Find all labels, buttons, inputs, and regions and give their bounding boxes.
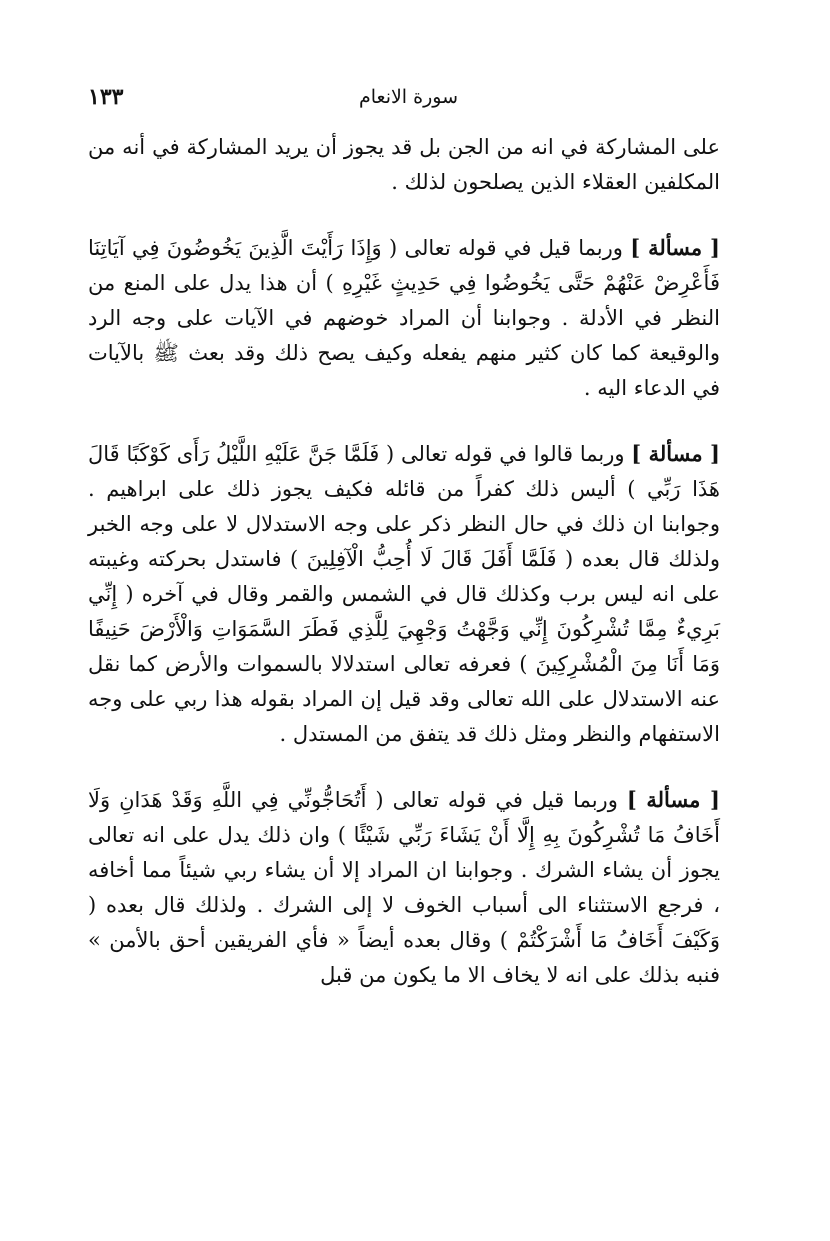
- masala-label: [ مسألة ]: [626, 787, 720, 812]
- masala-label: [ مسألة ]: [630, 235, 720, 260]
- paragraph-2: [88, 230, 720, 406]
- page-number: ١٣٣: [88, 84, 124, 110]
- paragraph-3: [88, 436, 720, 752]
- paragraph-text: وربما قيل في قوله تعالى ( أَتُحَاجُّونِّي فِي اللَّهِ وَقَدْ هَدَانِ وَلَا أَخَافُ مَا تُشْرِكُونَ بِهِ إِلَّا أَنْ يَشَاءَ رَبِّي شَيْئًا ) وان ذلك يدل على انه تعالى يجوز أن يشاء الشرك . وجوابنا ان المراد إلا أن يشاء ربي شيئاً مما أخافه ، فرجع الاستثناء الى أسباب الخوف لا إلى الشرك . ولذلك قال بعده ( وَكَيْفَ أَخَافُ مَا أَشْرَكْتُمْ ) وقال بعده أيضاً « فأي الفريقين أحق بالأمن » فنبه بذلك على انه لا يخاف الا ما يكون من قبل: [88, 788, 720, 987]
- masala-label: [ مسألة ]: [631, 441, 720, 466]
- paragraph-text: وربما قيل في قوله تعالى ( وَإِذَا رَأَيْتَ الَّذِينَ يَخُوضُونَ فِي آيَاتِنَا فَأَعْرِضْ عَنْهُمْ حَتَّى يَخُوضُوا فِي حَدِيثٍ غَيْرِهِ ) أن هذا يدل على المنع من النظر في الأدلة . وجوابنا أن المراد خوضهم في الآيات على وجه الرد والوقيعة كما كان كثير منهم يفعله وكيف يصح ذلك وقد بعث ﷺ بالآيات في الدعاء اليه .: [88, 236, 720, 400]
- paragraph-1: [88, 130, 720, 200]
- page-header: [88, 78, 716, 118]
- paragraph-text: على المشاركة في انه من الجن بل قد يجوز أن يريد المشاركة في أنه من المكلفين العقلاء الذين يصلحون لذلك .: [88, 135, 720, 194]
- paragraph-text: وربما قالوا في قوله تعالى ( فَلَمَّا جَنَّ عَلَيْهِ اللَّيْلُ رَأَى كَوْكَبًا قَالَ هَذَا رَبِّي ) أليس ذلك كفراً من قائله فكيف يجوز ذلك على ابراهيم . وجوابنا ان ذلك في حال النظر ذكر على وجه الاستدلال لا على وجه الخبر ولذلك قال بعده ( فَلَمَّا أَفَلَ قَالَ لَا أُحِبُّ الْآفِلِينَ ) فاستدل بحركته وغيبته على انه ليس برب وكذلك قال في الشمس والقمر وقال في آخره ( إِنِّي بَرِيءٌ مِمَّا تُشْرِكُونَ إِنِّي وَجَّهْتُ وَجْهِيَ لِلَّذِي فَطَرَ السَّمَوَاتِ وَالْأَرْضَ حَنِيفًا وَمَا أَنَا مِنَ الْمُشْرِكِينَ ) فعرفه تعالى استدلالا بالسموات والأرض كما نقل عنه الاستدلال على الله تعالى وقد قيل إن المراد بقوله هذا ربي على وجه الاستفهام والنظر ومثل ذلك قد يتفق من المستدل .: [88, 442, 720, 746]
- paragraph-4: [88, 782, 720, 993]
- running-title: سورة الانعام: [358, 86, 458, 108]
- text-body: [88, 130, 720, 1023]
